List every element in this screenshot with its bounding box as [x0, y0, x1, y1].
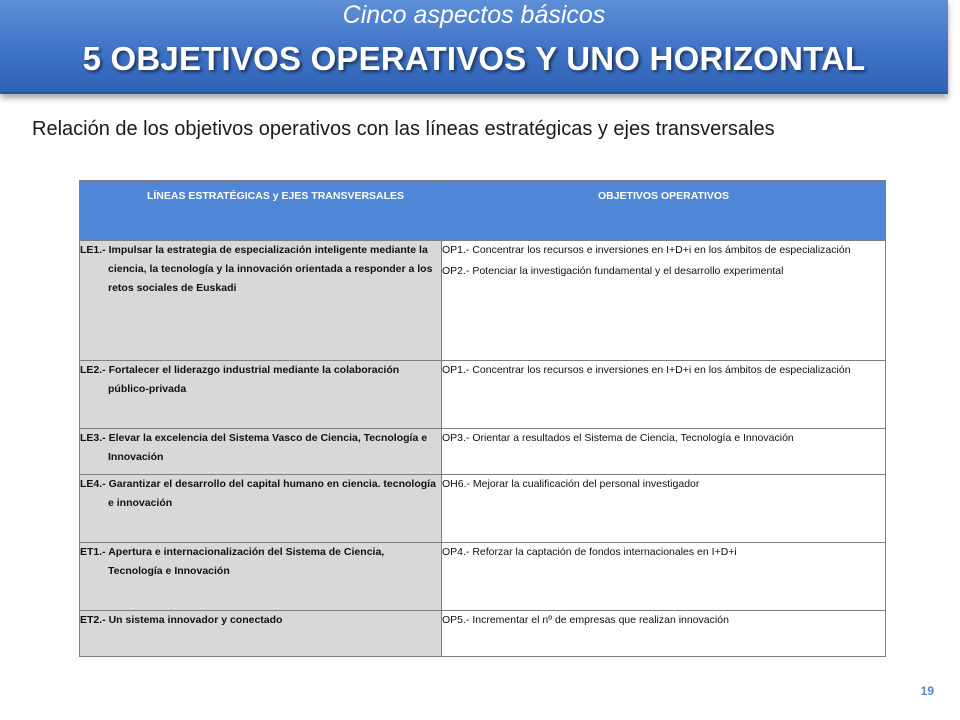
table-row: [80, 611, 886, 657]
objective-text: OP3.- Orientar a resultados el Sistema de Ciencia, Tecnología e Innovación: [442, 432, 794, 444]
strategic-line-cell: [80, 361, 442, 429]
strategic-line-text: LE1.- Impulsar la estrategia de especialización inteligente mediante la ciencia, la tecnología y la innovación orientada a responder a los retos sociales de Euskadi: [80, 244, 433, 294]
intro-text: Relación de los objetivos operativos con las líneas estratégicas y ejes transversales: [32, 118, 775, 140]
objectives-cell: [442, 611, 886, 657]
objectives-cell: [442, 429, 886, 475]
strategic-line-text: ET1.- Apertura e internacionalización del Sistema de Ciencia, Tecnología e Innovación: [80, 546, 385, 577]
objectives-cell: [442, 543, 886, 611]
page-number: 19: [920, 684, 934, 698]
banner-title: 5 OBJETIVOS OPERATIVOS Y UNO HORIZONTAL: [82, 40, 866, 77]
table-header-row: [80, 181, 886, 241]
column-header-lines: LÍNEAS ESTRATÉGICAS y EJES TRANSVERSALES: [80, 181, 442, 241]
table-row: [80, 429, 886, 475]
objectives-cell: [442, 475, 886, 543]
table-row: [80, 475, 886, 543]
objectives-cell: [442, 241, 886, 361]
table-row: [80, 241, 886, 361]
title-banner: [0, 0, 948, 94]
objective-text: OH6.- Mejorar la cualificación del personal investigador: [442, 478, 700, 490]
objective-text: OP5.- Incrementar el nº de empresas que realizan innovación: [442, 614, 729, 626]
table-row: [80, 361, 886, 429]
strategic-line-text: ET2.- Un sistema innovador y conectado: [80, 614, 283, 626]
objective-text: OP2.- Potenciar la investigación fundamental y el desarrollo experimental: [442, 265, 784, 277]
strategic-line-text: LE2.- Fortalecer el liderazgo industrial mediante la colaboración público-privada: [80, 364, 400, 395]
column-header-objectives: OBJETIVOS OPERATIVOS: [442, 181, 886, 241]
objective-text: OP4.- Reforzar la captación de fondos internacionales en I+D+i: [442, 546, 737, 558]
strategic-line-text: LE4.- Garantizar el desarrollo del capital humano en ciencia. tecnología e innovación: [80, 478, 436, 509]
strategic-line-text: LE3.- Elevar la excelencia del Sistema Vasco de Ciencia, Tecnología e Innovación: [80, 432, 428, 463]
objective-text: OP1.- Concentrar los recursos e inversiones en I+D+i en los ámbitos de especialización: [442, 364, 851, 376]
strategic-line-cell: [80, 241, 442, 361]
strategic-line-cell: [80, 429, 442, 475]
table-row: [80, 543, 886, 611]
relation-table: [79, 180, 886, 657]
objective-text: OP1.- Concentrar los recursos e inversiones en I+D+i en los ámbitos de especialización: [442, 244, 851, 256]
objectives-cell: [442, 361, 886, 429]
strategic-line-cell: [80, 611, 442, 657]
strategic-line-cell: [80, 475, 442, 543]
strategic-line-cell: [80, 543, 442, 611]
banner-subtitle: Cinco aspectos básicos: [342, 1, 606, 29]
